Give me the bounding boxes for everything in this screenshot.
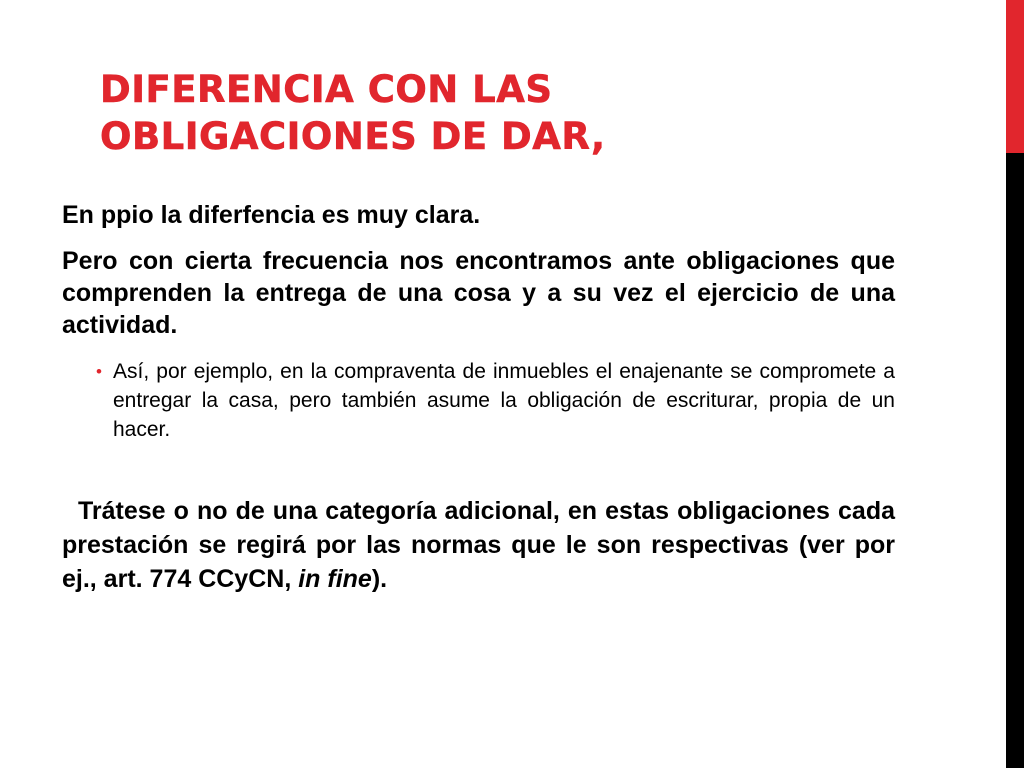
paragraph-conclusion-end: ). (371, 565, 388, 593)
paragraph-intro: En ppio la diferfencia es muy clara. (62, 201, 481, 229)
slide-body (62, 199, 895, 596)
bullet-item (62, 357, 895, 444)
accent-bar-red (1006, 0, 1024, 153)
slide-title (100, 66, 720, 160)
paragraph-conclusion-italic: in fine (298, 565, 372, 593)
title-line-1: DIFERENCIA CON LAS (100, 68, 553, 111)
title-line-2: OBLIGACIONES DE DAR, (100, 115, 606, 158)
accent-bar-black (1006, 153, 1024, 768)
bullet-dot-icon: • (96, 362, 102, 381)
bullet-text: Así, por ejemplo, en la compraventa de inmuebles el enajenante se compromete a entregar la casa, pero también asume la obligación de escriturar, propia de un hacer. (113, 360, 895, 441)
paragraph-conclusion-main: Trátese o no de una categoría adicional, en estas obligaciones cada prestación se regirá por las normas que le son respectivas (ver por ej., art. 774 CCyCN, (62, 497, 895, 593)
paragraph-frequency: Pero con cierta frecuencia nos encontramos ante obligaciones que comprenden la entrega de una cosa y a su vez el ejercicio de una actividad. (62, 247, 895, 339)
paragraph-conclusion (62, 494, 895, 596)
